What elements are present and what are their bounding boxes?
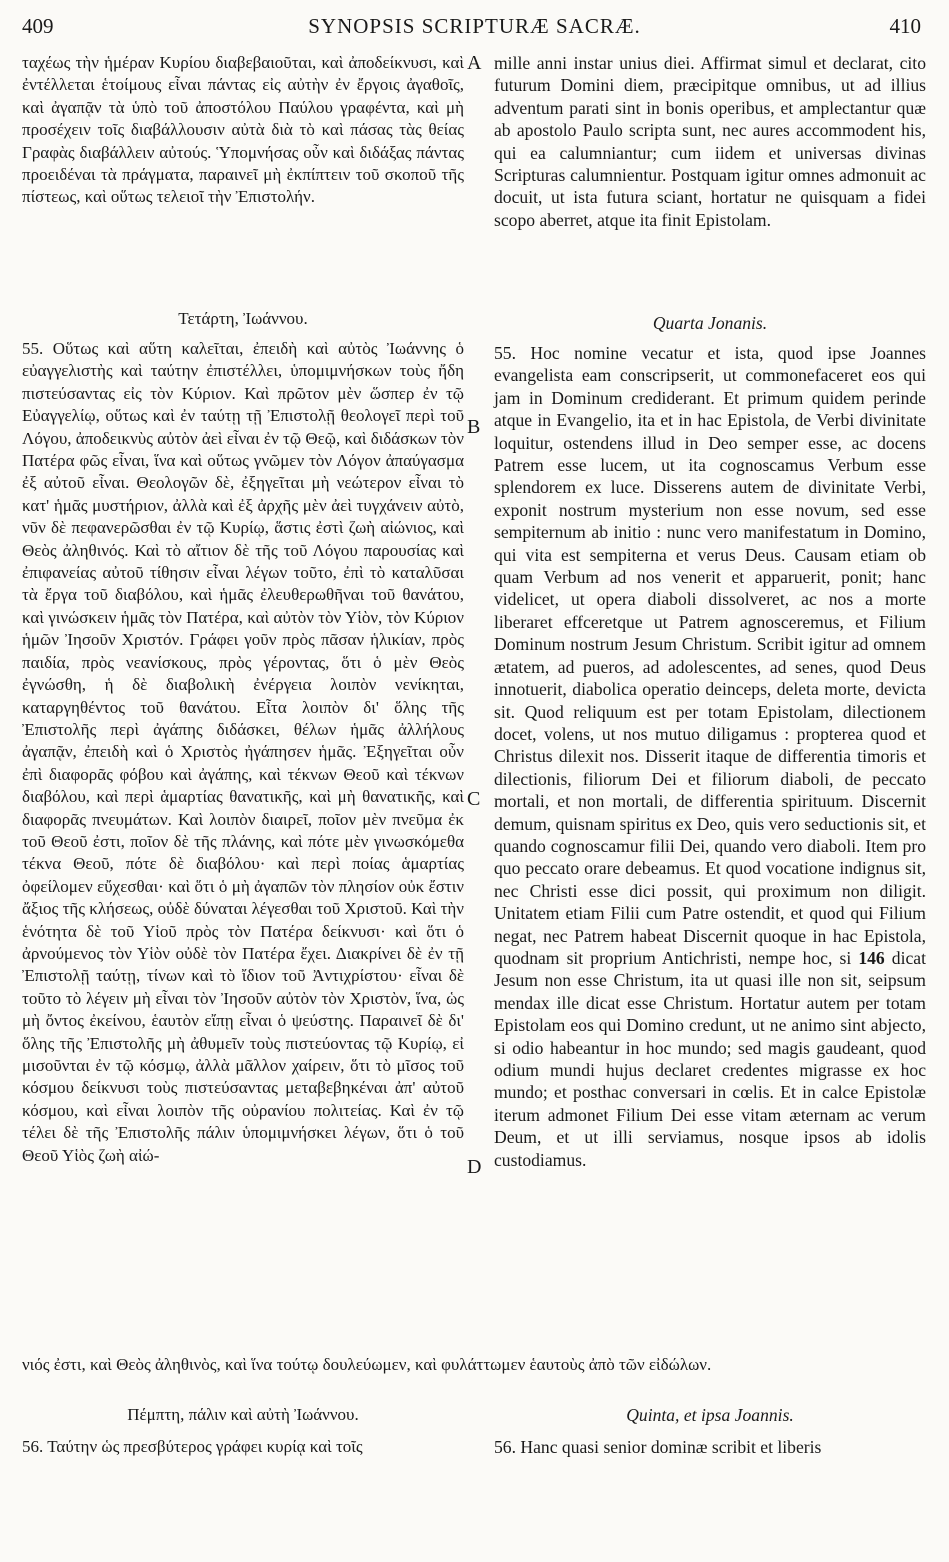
greek-spanning-line: νιός ἐστι, καὶ Θεὸς ἀληθινὸς, καὶ ἵνα τούτῳ δουλεύωμεν, καὶ φυλάττωμεν ἑαυτοὺς ἀπὸ τῶν εἰδώλων. bbox=[22, 1355, 712, 1374]
greek-paragraph-56 bbox=[22, 1436, 464, 1458]
margin-marker-c: C bbox=[467, 788, 481, 810]
latin-paragraph-intro bbox=[494, 52, 926, 231]
latin-text-part: dicat Jesum non esse Christum, ita ut quasi ille non sit, seipsum mendax ille dicat esse Christum. Hortatur autem per totam Epistolam eos qui Domino credunt, ut ne animo sint abjecto, si odio habeantur in hoc mundo; sed magis gaudeant, quod odium mundi hujus declaret credentes migrasse ex hoc mundo; et posthac conversari in cœlis. Et in calce Epistolæ iterum admonet Filium Dei esse vitam æternam ac verum Deum, et ut illi serviamus, nosque ipsos ab idolis custodiamus. bbox=[494, 947, 926, 1170]
greek-text: 56. Ταύτην ὡς πρεσβύτερος γράφει κυρίᾳ καὶ τοῖς bbox=[22, 1437, 363, 1456]
latin-section-heading: Quarta Jonanis. bbox=[652, 313, 768, 333]
page-number-left: 409 bbox=[22, 14, 54, 38]
latin-text-part: 55. Hoc nomine vecatur et ista, quod ipse Joannes evangelista eam conscripserit, ut commonefaceret eos qui jam in Dominum crediderant. Et primum quidem perinde atque in Evangelio, ita et in hac Epistola, de Verbi divinitate loquitur, ostendens illud in Deo semper esse, ac docens Patrem esse lucem, ut ita cognoscamus Verbum esse splendorem ex luce. Disserens autem de divinitate Verbi, exponit nostrum mysterium non esse novum, sed esse sempiternum ab initio : nunc vero manifestatum in Domino, qui vita est sempiterna et verus Deus. Causam etiam ob quam Verbum ad nos venerit et apparuerit, ponit; hanc videlicet, ut opera diaboli dissolveret, ac nos a morte liberaret effceretque ut Patrem agnosceremus, et Filium Dominum nostrum Jesum Christum. Scribit igitur ad omnem ætatem, ad pueros, ad adolescentes, ad senes, quod Deus innotuerit, diabolica operatio deinceps, deleta morte, devicta sit. Quod reliquum est per totam Epistolam, dilectionem docet, volens, ut nos mutuo diligamus : propterea quod et Christus dilexit nos. Disserit itaque de differentia timoris et dilectionis, filiorum Dei et filiorum diaboli, de peccato mortali, et non mortali, de differentia spirituum. Discernit demum, quisnam spiritus ex Deo, quis vero seductionis sit, et quando cognoscamur filii Dei, quando vero diaboli. Item pro quo peccato orare debeamus. Et quod vocatione indignus sit, nec Christi esse dici possit, qui proximum non diligit. Unitatem etiam Filii cum Patre ostendit, et quod qui Filium negat, nec Patrem habeat Discernit quoque in hac Epistola, quodnam sit proprium Antichristi, nempe hoc, si bbox=[494, 343, 926, 968]
latin-section-heading: Quinta, et ipsa Joannis. bbox=[626, 1405, 794, 1425]
latin-paragraph-56 bbox=[494, 1436, 926, 1458]
latin-heading-fifth bbox=[494, 1404, 926, 1426]
greek-section-heading: Πέμπτη, πάλιν καὶ αὐτὴ Ἰωάννου. bbox=[127, 1405, 359, 1424]
running-title: SYNOPSIS SCRIPTURÆ SACRÆ. bbox=[308, 14, 641, 38]
greek-text: ταχέως τὴν ἡμέραν Κυρίου διαβεβαιοῦται, καὶ ἀποδείκνυσι, καὶ ἐντέλλεται ἑτοίμους εἶναι πάντας εἰς αὐτὴν ἐν ἔργοις ἀγαθοῖς, καὶ ἀγαπᾷν τὰ ὑπὸ τοῦ ἀποστόλου Παύλου γραφέντα, καὶ μὴ προσέχειν τοῖς διαβάλλουσιν αὐτὰ διὰ τὸ καὶ πάσας τὰς θείας Γραφὰς διαβάλλειν αὐτούς. Ὑπομνήσας οὖν καὶ διδάξας πάντας προειδέναι τὰ πράγματα, παραινεῖ μὴ ἐκπίπτειν τοῦ σκοποῦ τῆς πίστεως, καὶ οὕτως τελειοῖ τὴν Ἐπιστολήν. bbox=[22, 53, 464, 207]
greek-section-heading: Τετάρτη, Ἰωάννου. bbox=[178, 309, 308, 328]
page-number-right: 410 bbox=[889, 14, 921, 38]
greek-paragraph-intro bbox=[22, 52, 464, 209]
page-header bbox=[0, 14, 949, 44]
greek-heading-fourth bbox=[22, 308, 464, 330]
latin-text bbox=[494, 342, 926, 1171]
column-number: 146 bbox=[858, 947, 885, 968]
greek-paragraph-55 bbox=[22, 338, 464, 1167]
latin-text: mille anni instar unius diei. Affirmat simul et declarat, cito futurum Domini diem, præcipitque omnibus, ut ad illius adventum parati sint in bonis operibus, et amplectantur quæ ab apostolo Paulo scripta sunt, nec aures accommodent his, qui ea calumniantur; cum iidem et universas divinas Scripturas calumnientur. Postquam igitur omnes admonuit ac docuit, ut ista futura sciant, hortatur ne quisquam a fidei scopo aberret, atque ita finit Epistolam. bbox=[494, 53, 926, 230]
margin-marker-d: D bbox=[467, 1156, 482, 1178]
margin-marker-a: A bbox=[467, 52, 482, 74]
margin-marker-b: B bbox=[467, 416, 481, 438]
greek-text: 55. Οὕτως καὶ αὕτη καλεῖται, ἐπειδὴ καὶ αὐτὸς Ἰωάννης ὁ εὐαγγελιστὴς καὶ ταύτην ἐπιστέλλει, ὑπομιμνήσκων τοὺς ἤδη πιστεύσαντας εἰς τὸν Κύριον. Καὶ πρῶτον μὲν ὥσπερ ἐν τῷ Εὐαγγελίῳ, οὕτως καὶ ἐν ταύτῃ τῇ Ἐπιστολῇ θεολογεῖ περὶ τοῦ Λόγου, ἀποδεικνὺς αὐτὸν ἀεὶ εἶναι ἐν τῷ Θεῷ, καὶ διδάσκων τὸν Πατέρα φῶς εἶναι, ἵνα καὶ οὕτως γνῶμεν τὸν Λόγον ἀπαύγασμα ἐξ αὐτοῦ εἶναι. Θεολογῶν δὲ, ἐξηγεῖται μὴ νεώτερον εἶναι τὸ κατ' ἡμᾶς μυστήριον, ἀλλὰ καὶ ἐξ ἀρχῆς μὲν ἀεὶ τυγχάνειν αὐτὸ, νῦν δὲ πεφανερῶσθαι ἐν τῷ Κυρίῳ, ἅστις ἐστὶ ζωὴ αἰώνιος, καὶ Θεὸς ἀληθινός. Καὶ τὸ αἴτιον δὲ τῆς τοῦ Λόγου παρουσίας καὶ ἐπιφανείας αὐτοῦ τίθησιν εἶναι λέγων τοῦτο, ἐπὶ τὸ καταλῦσαι τὰ ἔργα τοῦ διαβόλου, καὶ ἡμᾶς ἐλευθερωθῆναι τοῦ θανάτου, καὶ γινώσκειν ἡμᾶς τὸν Πατέρα, καὶ αὐτὸν τὸν Υἱὸν, τὸν Κύριον ἡμῶν Ἰησοῦν Χριστόν. Γράφει γοῦν πρὸς πᾶσαν ἡλικίαν, πρὸς παιδία, πρὸς νεανίσκους, πρὸς γέροντας, ὅτι ὁ μὲν Θεὸς ἐγνώσθη, ἡ δὲ διαβολικὴ ἐνέργεια λοιπὸν νενίκηται, καταργηθέντος τοῦ θανάτου. Εἶτα λοιπὸν δι' ὅλης τῆς Ἐπιστολῆς περὶ ἀγάπης διδάσκει, θέλων ἡμᾶς ἀλλήλους ἀγαπᾷν, ἐπειδὴ καὶ ὁ Χριστὸς ἠγάπησεν ἡμᾶς. Ἐξηγεῖται οὖν ἐπὶ διαφορᾶς φόβου καὶ ἀγάπης, καὶ τέκνων Θεοῦ καὶ τέκνων διαβόλου, καὶ περὶ ἁμαρτίας θανατικῆς, καὶ μὴ θανατικῆς, καὶ διαφορᾶς πνευμάτων. Καὶ λοιπὸν διαιρεῖ, ποῖον μὲν πνεῦμα ἐκ τοῦ Θεοῦ ἐστι, ποῖον δὲ τῆς πλάνης, καὶ πότε μὲν γινωσκόμεθα τέκνα Θεοῦ, πότε δὲ διαβόλου· καὶ περὶ ποίας ἁμαρτίας ὀφείλομεν εὔχεσθαι· καὶ ὅτι ὁ μὴ ἀγαπῶν τὸν πλησίον οὐκ ἔστιν ἄξιος τῆς κλήσεως, οὐδὲ δύναται λέγεσθαι τοῦ Χριστοῦ. Καὶ τὴν ἑνότητα δὲ τοῦ Υἱοῦ πρὸς τὸν Πατέρα δείκνυσι· καὶ ὅτι ὁ ἀρνούμενος τὸν Υἱὸν οὐδὲ τὸν Πατέρα ἔχει. Διακρίνει δὲ ἐν τῇ Ἐπιστολῇ ταύτῃ, τίνων καὶ τὸ ἴδιον τοῦ Ἀντιχρίστου· εἶναι δὲ τοῦτο τὸ λέγειν μὴ εἶναι τὸν Ἰησοῦν αὐτὸν τὸν Χριστὸν, ἵνα, ὡς μὴ ὄντος ἐκείνου, ἑαυτὸν εἴπῃ εἶναι ὁ ψεύστης. Παραινεῖ δὲ δι' ὅλης τῆς Ἐπιστολῆς μὴ ἀθυμεῖν τοὺς πιστεύοντας τῷ Κυρίῳ, εἰ μισοῦνται ἐν τῷ κόσμῳ, ἀλλὰ μᾶλλον χαίρειν, ὅτι τὸ μῖσος τοῦ κόσμου δείκνυσι τοὺς πιστεύσαντας μεταβεβηκέναι ἀπ' αὐτοῦ κόσμου, καὶ εἶναι λοιπὸν τῆς οὐρανίου πολιτείας. Καὶ ἐν τῷ τέλει δὲ τῆς Ἐπιστολῆς πάλιν ὑπομιμνήσκει λέγων, ὅτι ὁ τοῦ Θεοῦ Υἱὸς ζωὴ αἰώ- bbox=[22, 339, 464, 1165]
greek-heading-fifth bbox=[22, 1404, 464, 1426]
latin-text: 56. Hanc quasi senior dominæ scribit et liberis bbox=[494, 1437, 822, 1457]
latin-paragraph-55 bbox=[494, 342, 926, 1171]
latin-heading-fourth bbox=[494, 312, 926, 334]
